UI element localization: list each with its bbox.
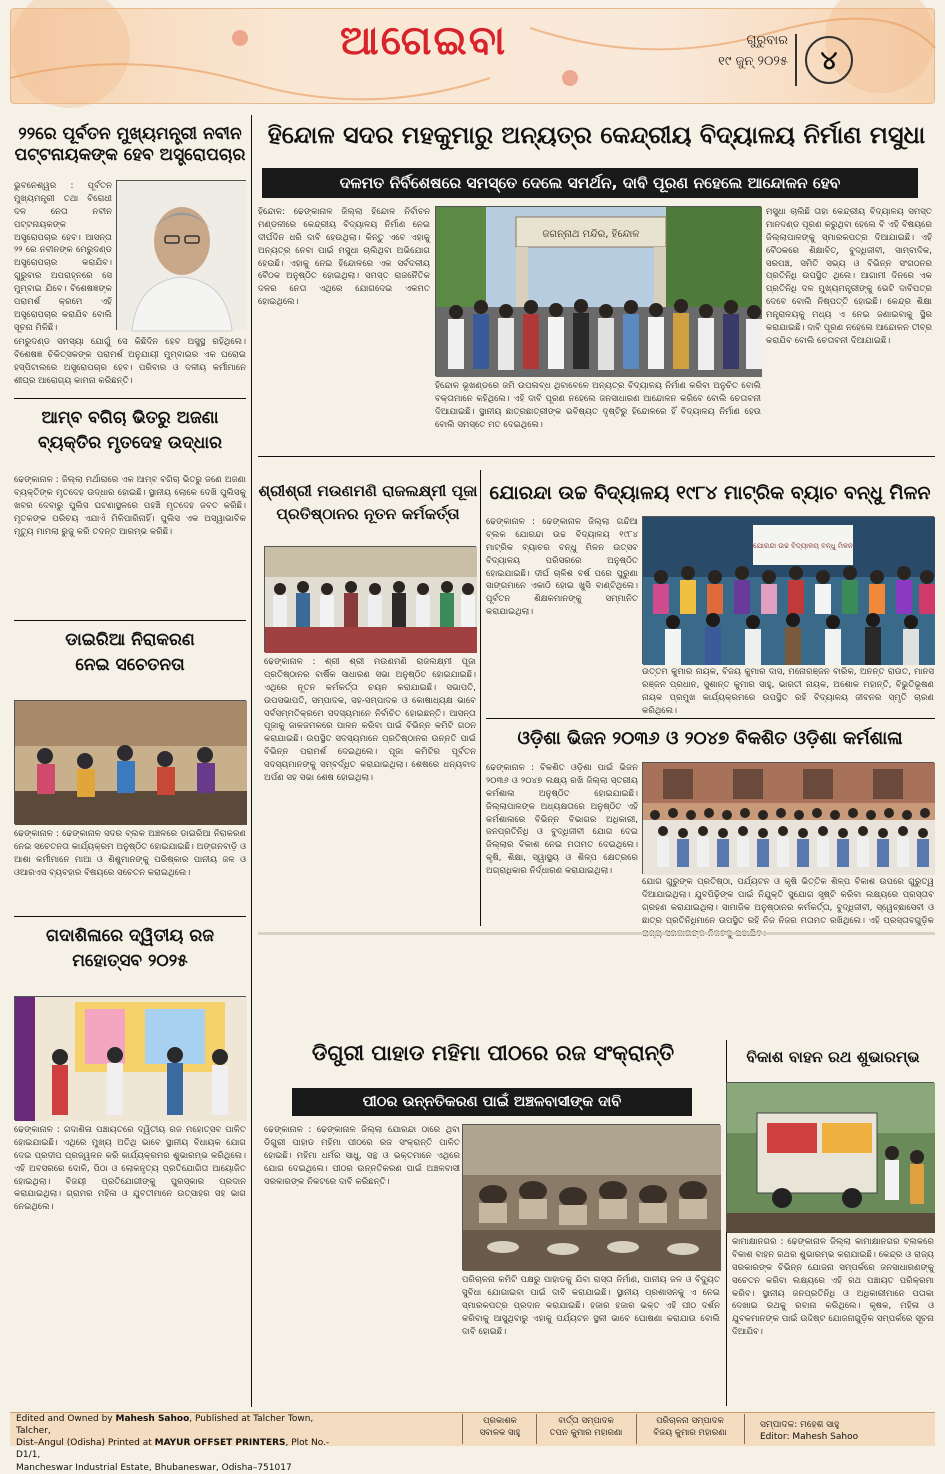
column-divider: [251, 115, 252, 1407]
naveen-photo: [116, 180, 246, 330]
kendriya-body-2: ହିନ୍ଦୋଳ ଭୂଖଣ୍ଡରେ ଜମି ଉପଲବ୍ଧ ଥିବାବେଳେ ଅନ୍ୟତ୍ର ବିଦ୍ୟାଳୟ ନିର୍ମାଣ କରିବା ଅନୁଚିତ ବୋଲି ବକ୍ତାମାନେ କହିଥିଲେ। ଏହି ଦାବି ପୂରଣ ନହେଲେ ଜନସାଧାରଣ ଆନ୍ଦୋଳନ କରିବେ ବୋଲି ଚେତାବନୀ ଦିଆଯାଇଛି। ସ୍ଥାନୀୟ ଛାତ୍ରଛାତ୍ରୀଙ୍କ ଭବିଷ୍ୟତ ଦୃଷ୍ଟିରୁ ହିନ୍ଦୋଳରେ ହିଁ ବିଦ୍ୟାଳୟ ନିର୍ମାଣ ହେଉ ବୋଲି ସମସ୍ତେ ମତ ଦେଇଥିଲେ।: [435, 381, 761, 430]
kendriya-body-3: ମସୁଧା ଚାଲିଛି ତାହା କେନ୍ଦ୍ରୀୟ ବିଦ୍ୟାଳୟ ସମସ୍ତ ମାନଦଣ୍ଡ ପୂରଣ କରୁଥିବା ହେଲେ ବି ଏହି ବିଷୟରେ ଜିଲ୍ଲାପାଳଙ୍କୁ ସ୍ମାରକପତ୍ର ଦିଆଯାଇଛି। ଏହି ବୈଠକରେ ଶିକ୍ଷାବିତ୍, ବୁଦ୍ଧିଜୀବୀ, ସାମ୍ବାଦିକ, ସରପଞ୍ଚ, ସମିତି ସଭ୍ୟ ଓ ବିଭିନ୍ନ ସଂଗଠନର ପ୍ରତିନିଧି ଉପସ୍ଥିତ ଥିଲେ। ଆଗାମୀ ଦିନରେ ଏକ ପ୍ରତିନିଧି ଦଳ ମୁଖ୍ୟମନ୍ତ୍ରୀଙ୍କୁ ଭେଟି ଦାବିପତ୍ର ଦେବେ ବୋଲି ନିଷ୍ପତ୍ତି ହୋଇଛି। କେନ୍ଦ୍ର ଶିକ୍ଷା ମନ୍ତ୍ରାଳୟକୁ ମଧ୍ୟ ଏ ନେଇ ଜଣାଇବାକୁ ସ୍ଥିର କରାଯାଇଛି। ଦାବି ପୂରଣ ନହେଲେ ଆନ୍ଦୋଳନ ତୀବ୍ର କରାଯିବ ବୋଲି ଚେତାବନୀ ଦିଆଯାଇଛି।: [766, 207, 932, 346]
footer-line-3: Mancheswar Industrial Estate, Bhubaneswar, Odisha–751017: [16, 1462, 292, 1473]
vision-headline: ଓଡ଼ିଶା ଭିଜନ ୨୦୩୬ ଓ ୨୦୪୭ ବିକଶିତ ଓଡ଼ିଶା କର୍ମଶାଳା: [517, 728, 903, 749]
reunion-photo: [642, 516, 934, 664]
vehicle-photo-icon: [727, 1083, 935, 1233]
diguri-body-2: ପରିଚାଳନା କମିଟି ପକ୍ଷରୁ ପାହାଡକୁ ଯିବା ରାସ୍ତା ନିର୍ମାଣ, ପାନୀୟ ଜଳ ଓ ବିଦ୍ୟୁତ ସୁବିଧା ଯୋଗାଇବା ପାଇଁ ଦାବି କରାଯାଇଛି। ସ୍ଥାନୀୟ ପ୍ରଶାସନକୁ ଏ ନେଇ ସ୍ମାରକପତ୍ର ପ୍ରଦାନ କରାଯାଇଛି। ହଜାର ହଜାର ଭକ୍ତ ଏହି ପୀଠ ଦର୍ଶନ କରିବାକୁ ଆସୁଥିବାରୁ ଏହାକୁ ପର୍ଯ୍ୟଟନ ସ୍ଥଳୀ ଭାବେ ଘୋଷଣା କରାଯାଉ ବୋଲି ଦାବି ହୋଇଛି।: [462, 1275, 720, 1337]
reunion-headline: ଯୋରନ୍ଦା ଉଚ୍ଚ ବିଦ୍ୟାଳୟ ୧୯୮୪ ମାଟ୍ରିକ ବ୍ୟାଚ ବନ୍ଧୁ ମିଳନ: [489, 482, 931, 504]
mounamani-photo: [264, 546, 476, 652]
footer-line-2: [16, 1437, 346, 1461]
footer-imprint: [16, 1413, 346, 1474]
footer-divider: [636, 1414, 637, 1444]
mango-body: ଢେଙ୍କାନାଳ : ଜିଲ୍ଲା ମର୍ଥାରାରେ ଏକ ଆମ୍ବ ବଗିଚା ଭିତରୁ ଜଣେ ଅଜଣା ବ୍ୟକ୍ତିଙ୍କ ମୃତଦେହ ଉଦ୍ଧାର ହୋଇଛି। ସ୍ଥାନୀୟ ଲୋକେ ଦେଖି ପୁଲିସକୁ ଖବର ଦେବାରୁ ପୁଲିସ ଘଟଣାସ୍ଥଳରେ ପହଞ୍ଚି ମୃତଦେହ ଜବତ କରିଛି। ମୃତକଙ୍କ ପରିଚୟ ଏଯାଏଁ ମିଳିପାରିନାହିଁ। ପୁଲିସ ଏକ ଅସ୍ୱାଭାବିକ ମୃତ୍ୟୁ ମାମଲା ରୁଜୁ କରି ତଦନ୍ତ ଆରମ୍ଭ କରିଛି।: [14, 475, 246, 537]
editor-label: ସମ୍ପାଦକ: ମହେଶ ସାହୁ: [760, 1420, 840, 1430]
reunion-body-1: ଢେଙ୍କାନାଳ : ଢେଙ୍କାନାଳ ଜିଲ୍ଲା ଗନ୍ଦିଆ ବ୍ଲକ ଯୋରନ୍ଦା ଉଚ୍ଚ ବିଦ୍ୟାଳୟ ୧୯୮୪ ମାଟ୍ରିକ ବ୍ୟାଚର ବନ୍ଧୁ ମିଳନ ଉତ୍ସବ ବିଦ୍ୟାଳୟ ପରିସରରେ ଅନୁଷ୍ଠିତ ହୋଇଯାଇଛି। ଦୀର୍ଘ ଚାଳିଶ ବର୍ଷ ପରେ ପୁରୁଣା ସାଙ୍ଗମାନେ ଏକାଠି ହୋଇ ଖୁସି ବାଣ୍ଟିଥିଲେ। ପୂର୍ବତନ ଶିକ୍ଷକମାନଙ୍କୁ ସମ୍ମାନିତ କରାଯାଇଥିଲା।: [486, 517, 638, 618]
newspaper-logo: ଆଗେଇବା: [340, 18, 508, 64]
credit-publisher-role: ପ୍ରକାଶକ: [483, 1416, 517, 1426]
vision-photo: [642, 762, 934, 874]
gathering-photo-icon: [463, 1125, 721, 1271]
naveen-headline-line2: ପଟ୍ଟନାୟକଙ୍କ ହେବ ଅସ୍ତ୍ରୋପଚାର: [14, 145, 246, 166]
naveen-headline-line1: ୨୨ରେ ପୂର୍ବତନ ମୁଖ୍ୟମନ୍ତ୍ରୀ ନବୀନ: [18, 124, 242, 144]
section-separator: [258, 932, 935, 935]
naveen-headline: [14, 124, 246, 167]
column-divider: [480, 470, 481, 926]
footer-line-1: [16, 1413, 346, 1437]
credit-publisher: [466, 1416, 534, 1440]
wheel-icon: [842, 1188, 862, 1208]
credit-publisher-name: ସବାଳକ ସାହୁ: [479, 1427, 521, 1438]
credit-news-editor-role: ବାର୍ତ୍ତା ସମ୍ପାଦକ: [558, 1416, 614, 1426]
protest-photo-icon: [436, 207, 762, 377]
gate-sign-text: ଜଗନ୍ନାଥ ମନ୍ଦିର, ହିନ୍ଦୋଳ: [542, 229, 640, 240]
naveen-body-2: ମେରୁଦଣ୍ଡ ସମସ୍ୟା ଯୋଗୁଁ ସେ କିଛିଦିନ ହେବ ଅସୁସ୍ଥ ରହିଥିଲେ। ବିଶେଷଜ୍ଞ ଚିକିତ୍ସକଙ୍କ ପରାମର୍ଶ ଅନୁଯାୟୀ ମୁମ୍ବାଇର ଏକ ଘରୋଇ ହସ୍ପିଟାଲରେ ଅସ୍ତ୍ରୋପଚାର ହେବ। ପରିବାର ଓ ଦଳୀୟ କର୍ମୀମାନେ ଶୀଘ୍ର ଆରୋଗ୍ୟ କାମନା କରିଛନ୍ତି।: [14, 337, 246, 386]
kendriya-banner: ଦଳମତ ନିର୍ବିଶେଷରେ ସମସ୍ତେ ଦେଲେ ସମର୍ଥନ, ଦାବି ପୂରଣ ନହେଲେ ଆନ୍ଦୋଳନ ହେବ: [262, 168, 918, 198]
page-number: ୪: [805, 36, 853, 84]
raja-body: ଢେଙ୍କାନାଳ : ଗଦାଶିଳା ପଞ୍ଚାୟତରେ ଦ୍ୱିତୀୟ ରଜ ମହୋତ୍ସବ ପାଳିତ ହୋଇଯାଇଛି। ଏଥିରେ ମୁଖ୍ୟ ଅତିଥି ଭାବେ ସ୍ଥାନୀୟ ବିଧାୟକ ଯୋଗ ଦେଇ ପ୍ରଦୀପ ପ୍ରଜ୍ୱଳନ କରି କାର୍ଯ୍ୟକ୍ରମର ଶୁଭାରମ୍ଭ କରିଥିଲେ। ଏହି ଅବସରରେ ଦୋଳି, ପିଠା ଓ ଲୋକନୃତ୍ୟ ପ୍ରତିଯୋଗିତା ଆୟୋଜିତ ହୋଇଥିଲା। ବିଜୟୀ ପ୍ରତିଯୋଗୀଙ୍କୁ ପୁରସ୍କାର ପ୍ରଦାନ କରାଯାଇଥିଲା। ଗ୍ରାମର ମହିଳା ଓ ଯୁବତୀମାନେ ଉତ୍ସାହର ସହ ଭାଗ ନେଇଥିଲେ।: [14, 1125, 246, 1213]
naveen-body-1: ଭୁବନେଶ୍ୱର : ପୂର୍ବତନ ମୁଖ୍ୟମନ୍ତ୍ରୀ ତଥା ବିରୋଧୀ ଦଳ ନେତା ନବୀନ ପଟ୍ଟନାୟକଙ୍କ ଅସ୍ତ୍ରୋପଚାର ହେବ। ଆସନ୍ତା ୨୨ ରେ ନବୀନଙ୍କ ମେରୁଦଣ୍ଡ ଅସ୍ତ୍ରୋପଚାର କରାଯିବ। ଗୁରୁବାର ଅପରାହ୍ନରେ ସେ ମୁମ୍ବାଇ ଯିବେ। ବିଶେଷଜ୍ଞଙ୍କ ପରାମର୍ଶ କ୍ରମେ ଏହି ଅସ୍ତ୍ରୋପଚାର କରାଯିବ ବୋଲି ସୂଚନା ମିଳିଛି।: [14, 181, 112, 333]
mounamani-headline: [258, 480, 478, 527]
credit-managing-editor: [638, 1416, 742, 1440]
kendriya-photo: [435, 206, 761, 376]
masthead-divider: [795, 34, 797, 86]
credit-managing-editor-name: ବିଜୟ କୁମାର ମହାରଣା: [653, 1427, 727, 1438]
footer-printer: MAYUR OFFSET PRINTERS: [154, 1438, 286, 1449]
decor-circle: [10, 0, 130, 108]
credit-managing-editor-role: ପରିଚାଳନା ସମ୍ପାଦକ: [656, 1416, 724, 1426]
article-divider: [486, 718, 935, 719]
diguri-body-1: ଢେଙ୍କାନାଳ : ଢେଙ୍କାନାଳ ଜିଲ୍ଲା ଯୋରନ୍ଦା ଠାରେ ଥିବା ଡିଗୁରୀ ପାହାଡ ମହିମା ପୀଠରେ ରଜ ସଂକ୍ରାନ୍ତି ପାଳିତ ହୋଇଛି। ମହିମା ଧର୍ମର ସାଧୁ, ସନ୍ଥ ଓ ଭକ୍ତମାନେ ଏଥିରେ ଯୋଗ ଦେଇଥିଲେ। ପୀଠର ଉନ୍ନତିକରଣ ପାଇଁ ଅଞ୍ଚଳବାସୀ ସରକାରଙ୍କ ନିକଟରେ ଦାବି କରିଛନ୍ତି।: [264, 1125, 460, 1187]
article-divider: [14, 620, 246, 621]
vikash-photo: [726, 1082, 934, 1232]
diguri-banner: ପୀଠର ଉନ୍ନତିକରଣ ପାଇଁ ଅଞ୍ଚଳବାସୀଙ୍କ ଦାବି: [292, 1088, 692, 1116]
article-divider: [14, 916, 246, 917]
mango-headline-line2: ବ୍ୟକ୍ତିର ମୃତଦେହ ଉଦ୍ଧାର: [37, 432, 223, 453]
article-divider: [258, 456, 935, 457]
footer-line-2-prefix: Dist–Angul (Odisha) Printed at: [16, 1438, 155, 1449]
meeting-photo-icon: [265, 547, 477, 653]
reunion-banner-text: ଯୋରନ୍ଦା ଉଚ୍ଚ ବିଦ୍ୟାଳୟ ବନ୍ଧୁ ମିଳନ: [753, 542, 853, 550]
raja-photo: [14, 996, 246, 1120]
credit-news-editor-name: ତପନ କୁମାର ମହାରଣା: [549, 1427, 623, 1438]
mounamani-headline-line1: ଶ୍ରୀଶ୍ରୀ ମଉଣମଣି ରାଜଲକ୍ଷ୍ମୀ ପୂଜା: [258, 482, 478, 500]
footer-line-2-suffix: , Plot No.-D1/1,: [16, 1438, 330, 1461]
footer-divider: [462, 1414, 463, 1444]
issue-date: ୧୯ ଜୁନ୍ ୨୦୨୫: [718, 54, 788, 69]
article-divider: [14, 398, 246, 399]
wheel-icon: [772, 1188, 792, 1208]
decor-flower: [562, 70, 578, 86]
kendriya-headline: ହିନ୍ଦୋଳ ସଦର ମହକୁମାରୁ ଅନ୍ୟତ୍ର କେନ୍ଦ୍ରୀୟ ବିଦ୍ୟାଳୟ ନିର୍ମାଣ ମସୁଧା: [267, 121, 926, 149]
portrait-icon: [117, 181, 247, 331]
footer-divider: [744, 1414, 745, 1444]
mango-headline-line1: ଆମ୍ବ ବଗିଚା ଭିତରୁ ଅଜଣା: [41, 408, 219, 428]
diarrhoea-headline-line2: ନେଇ ସଚେତନତା: [75, 654, 185, 675]
vikash-headline: ବିକାଶ ବାହନ ରଥ ଶୁଭାରମ୍ଭ: [746, 1048, 920, 1066]
raja-headline-line1: ଗଦାଶିଳାରେ ଦ୍ୱିତୀୟ ରଜ: [46, 926, 214, 946]
footer-line-1-suffix: , Published at Talcher Town, Talcher,: [16, 1414, 314, 1437]
reunion-photo-icon: [643, 517, 935, 665]
kendriya-body-1: ହିନ୍ଦୋଳ: ଢେଙ୍କାନାଳ ଜିଲ୍ଲା ହିନ୍ଦୋଳ ନିର୍ବାଚନ ମଣ୍ଡଳୀରେ କେନ୍ଦ୍ରୀୟ ବିଦ୍ୟାଳୟ ନିର୍ମାଣ ନେଇ ଦୀର୍ଘଦିନ ଧରି ଦାବି ହେଉଥିଲା। କିନ୍ତୁ ଏବେ ଏହାକୁ ଅନ୍ୟତ୍ର ନେବା ପାଇଁ ମସୁଧା ଚାଲିଥିବା ଅଭିଯୋଗ ହେଉଛି। ଏହାକୁ ନେଇ ହିନ୍ଦୋଳରେ ଏକ ସର୍ବଦଳୀୟ ବୈଠକ ଅନୁଷ୍ଠିତ ହୋଇଥିଲା। ସମସ୍ତ ରାଜନୈତିକ ଦଳର ନେତା ଏଥିରେ ଯୋଗଦେଇ ଏକମତ ହୋଇଥିଲେ।: [258, 207, 430, 308]
diarrhoea-headline-line1: ଡାଇରିଆ ନିରାକରଣ: [65, 630, 195, 650]
mounamani-headline-line2: ପ୍ରତିଷ୍ଠାନର ନୂତନ କର୍ମକର୍ତ୍ତା: [276, 505, 460, 524]
vision-body-1: ଢେଙ୍କାନାଳ : ବିକଶିତ ଓଡ଼ିଶା ପାଇଁ ଭିଜନ ୨୦୩୬ ଓ ୨୦୪୭ ଲକ୍ଷ୍ୟ ରଖି ଜିଲ୍ଲା ସ୍ତରୀୟ କର୍ମଶାଳା ଅନୁଷ୍ଠିତ ହୋଇଯାଇଛି। ଜିଲ୍ଲାପାଳଙ୍କ ଅଧ୍ୟକ୍ଷତାରେ ଅନୁଷ୍ଠିତ ଏହି କର୍ମଶାଳାରେ ବିଭିନ୍ନ ବିଭାଗର ଅଧିକାରୀ, ଜନପ୍ରତିନିଧି ଓ ବୁଦ୍ଧିଜୀବୀ ଯୋଗ ଦେଇ ଜିଲ୍ଲାର ବିକାଶ ନେଇ ମତାମତ ଦେଇଥିଲେ। କୃଷି, ଶିକ୍ଷା, ସ୍ୱାସ୍ଥ୍ୟ ଓ ଶିଳ୍ପ କ୍ଷେତ୍ରରେ ଅଗ୍ରାଧିକାର ନିର୍ଦ୍ଧାରଣ କରାଯାଇଥିଲା।: [486, 763, 638, 877]
reunion-body-2: ଉତ୍ତମ କୁମାର ନାୟକ, ବିଜୟ କୁମାର ଦାସ, ମନୋରଞ୍ଜନ ବାରିକ, ଅନନ୍ତ ରାଉତ, ମାନସ ରଞ୍ଜନ ପ୍ରଧାନ, ସୁଶାନ୍ତ କୁମାର ସାହୁ, ଭାରତୀ ନାୟକ, ଅଶୋକ ମହାନ୍ତି, ବିଭୁତିଭୂଷଣ ନାୟକ ପ୍ରମୁଖ କାର୍ଯ୍ୟକ୍ରମରେ ଉପସ୍ଥିତ ରହି ବିଦ୍ୟାଳୟ ଜୀବନର ସ୍ମୃତି ଚାରଣ କରିଥିଲେ।: [642, 667, 934, 716]
diguri-headline: ଡିଗୁରୀ ପାହାଡ ମହିମା ପୀଠରେ ରଜ ସଂକ୍ରାନ୍ତି: [311, 1041, 675, 1065]
mounamani-body: ଢେଙ୍କାନାଳ : ଶ୍ରୀ ଶ୍ରୀ ମଉଣମଣି ରାଜଲକ୍ଷ୍ମୀ ପୂଜା ପ୍ରତିଷ୍ଠାନର ବାର୍ଷିକ ସାଧାରଣ ସଭା ଅନୁଷ୍ଠିତ ହୋଇଯାଇଛି। ଏଥିରେ ନୂତନ କର୍ମକର୍ତ୍ତା ଚୟନ କରାଯାଇଛି। ସଭାପତି, ଉପସଭାପତି, ସମ୍ପାଦକ, ସହ-ସମ୍ପାଦକ ଓ କୋଷାଧ୍ୟକ୍ଷ ଭାବେ ସର୍ବସମ୍ମତିକ୍ରମେ ସଦସ୍ୟମାନେ ନିର୍ବାଚିତ ହୋଇଛନ୍ତି। ଆସନ୍ତା ପୂଜାକୁ ଜାକଜମକରେ ପାଳନ କରିବା ପାଇଁ ବିଭିନ୍ନ କମିଟି ଗଠନ କରାଯାଇଛି। ଉପସ୍ଥିତ ସଦସ୍ୟମାନେ ପ୍ରତିଷ୍ଠାନର ଉନ୍ନତି ପାଇଁ ବିଭିନ୍ନ ପରାମର୍ଶ ଦେଇଥିଲେ। ପୂଜା କମିଟିର ପୂର୍ବତନ ସଦସ୍ୟମାନଙ୍କୁ ସମ୍ବର୍ଦ୍ଧିତ କରାଯାଇଥିଲା। ଶେଷରେ ଧନ୍ୟବାଦ ଅର୍ପଣ ସହ ସଭା ଶେଷ ହୋଇଥିଲା।: [264, 657, 476, 784]
credit-news-editor: [538, 1416, 634, 1440]
footer-editor-name: Mahesh Sahoo: [115, 1414, 190, 1424]
footer-line-1-prefix: Edited and Owned by: [16, 1414, 116, 1424]
vikash-body: କାମାକ୍ଷାନଗର : ଢେଙ୍କାନାଳ ଜିଲ୍ଲା କାମାକ୍ଷାନଗର ବ୍ଲକରେ ବିକାଶ ବାହନ ରଥର ଶୁଭାରମ୍ଭ କରାଯାଇଛି। କେନ୍ଦ୍ର ଓ ରାଜ୍ୟ ସରକାରଙ୍କ ବିଭିନ୍ନ ଯୋଜନା ସମ୍ପର୍କରେ ଜନସାଧାରଣଙ୍କୁ ସଚେତନ କରିବା ଲକ୍ଷ୍ୟରେ ଏହି ରଥ ପଞ୍ଚାୟତ ପରିକ୍ରମା କରିବ। ସ୍ଥାନୀୟ ଜନପ୍ରତିନିଧି ଓ ଅଧିକାରୀମାନେ ପତାକା ଦେଖାଇ ରଥକୁ ରବାନା କରିଥିଲେ। କୃଷକ, ମହିଳା ଓ ଯୁବକମାନଙ୍କ ପାଇଁ ଉଦ୍ଦିଷ୍ଟ ଯୋଜନାଗୁଡ଼ିକ ସମ୍ପର୍କରେ ସୂଚନା ଦିଆଯିବ।: [732, 1237, 934, 1338]
mango-headline: [14, 406, 246, 455]
group-photo-icon: [15, 701, 247, 825]
editor-label-en: Editor: Mahesh Sahoo: [760, 1432, 859, 1443]
issue-day: ଗୁରୁବାର: [746, 33, 788, 48]
diguri-photo: [462, 1124, 720, 1270]
diarrhoea-headline: [14, 628, 246, 677]
raja-headline: [14, 924, 246, 973]
decor-flower: [232, 30, 248, 46]
footer-divider: [536, 1414, 537, 1444]
vision-body-2: ଯୋଗ ଗୁରୁଙ୍କ ପ୍ରତିଷ୍ଠା, ପର୍ଯ୍ୟଟନ ଓ କୃଷି ଭିତ୍ତିକ ଶିଳ୍ପ ବିକାଶ ଉପରେ ଗୁରୁତ୍ୱ ଦିଆଯାଇଥିଲା। ଯୁବପିଢ଼ିଙ୍କ ପାଇଁ ନିଯୁକ୍ତି ସୁଯୋଗ ସୃଷ୍ଟି କରିବା ଲକ୍ଷ୍ୟରେ ପ୍ରସ୍ତାବ ଗ୍ରହଣ କରାଯାଇଥିଲା। ସାମାଜିକ ଅନୁଷ୍ଠାନର କର୍ମକର୍ତ୍ତା, ବୁଦ୍ଧିଜୀବୀ, ସ୍ୱେଚ୍ଛାସେବୀ ଓ ଛାତ୍ର ପ୍ରତିନିଧିମାନେ ଉପସ୍ଥିତ ରହି ନିଜ ନିଜର ମତାମତ ରଖିଥିଲେ। ଏହି ପ୍ରସ୍ତାବଗୁଡ଼ିକ: [642, 877, 934, 926]
raja-headline-line2: ମହୋତ୍ସବ ୨୦୨୫: [72, 950, 188, 971]
editor-credit: [760, 1419, 930, 1443]
workshop-photo-icon: [643, 763, 935, 875]
diarrhoea-photo: [14, 700, 246, 824]
diarrhoea-body: ଢେଙ୍କାନାଳ : ଢେଙ୍କାନାଳ ସଦର ବ୍ଲକ ଅଞ୍ଚଳରେ ଡାଇରିଆ ନିରାକରଣ ନେଇ ସଚେତନତା କାର୍ଯ୍ୟକ୍ରମ ଅନୁଷ୍ଠିତ ହୋଇଯାଇଛି। ଅଙ୍ଗନବାଡ଼ି ଓ ଆଶା କର୍ମୀମାନେ ମାଆ ଓ ଶିଶୁମାନଙ୍କୁ ପରିଷ୍କାର ପାନୀୟ ଜଳ ଓ ଓଆରଏସ ବ୍ୟବହାର ବିଷୟରେ ସଚେତନ କରାଇଥିଲେ।: [14, 829, 246, 878]
stage-photo-icon: [15, 997, 247, 1121]
